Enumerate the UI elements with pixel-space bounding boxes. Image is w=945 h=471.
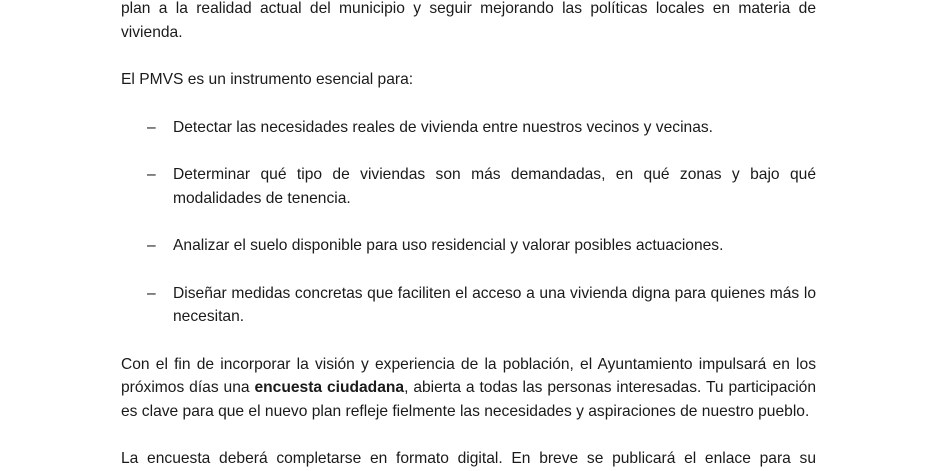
paragraph-intro-continuation: plan a la realidad actual del municipio y seguir mejorando las políticas locales en materia de vivienda. [121,0,816,41]
list-item [121,163,816,210]
survey-text-before: Con el fin de incorporar la visión y experiencia de la población, el Ayuntamiento impulsará en los próximos días una [121,355,816,396]
list-item [121,282,816,329]
paragraph-spacer [121,423,816,447]
list-item [121,234,816,258]
list-item-text: Analizar el suelo disponible para uso residencial y valorar posibles actuaciones. [173,237,724,254]
bullet-dash: – [147,284,156,302]
bullet-dash: – [147,166,156,183]
paragraph-survey-format: La encuesta deberá completarse en formato digital. En breve se publicará el enlace para su [121,450,816,467]
list-item-text: Detectar las necesidades reales de vivienda entre nuestros vecinos y vecinas. [173,118,714,136]
paragraph-survey-announcement [121,353,816,424]
survey-highlight: encuesta ciudadana [254,379,405,396]
list-item-text: Determinar qué tipo de viviendas son más demandadas, en qué zonas y bajo qué modalidades de tenencia. [173,166,816,207]
bullet-dash: – [147,118,156,136]
list-item [121,116,816,140]
bullet-dash: – [147,237,156,254]
paragraph-pmvs-lead: El PMVS es un instrumento esencial para: [121,71,414,88]
paragraph-spacer [121,92,816,116]
survey-text-after: , abierta a todas las personas interesadas. Tu participación es clave para que el nuevo plan refleje fielmente las necesidades y aspiraciones de nuestro pueblo. [121,379,817,420]
list-item-text: Diseñar medidas concretas que faciliten el acceso a una vivienda digna para quienes más lo necesitan. [173,284,816,325]
pmvs-objectives-list [121,116,816,329]
paragraph-spacer [121,329,816,353]
paragraph-spacer [121,44,816,68]
